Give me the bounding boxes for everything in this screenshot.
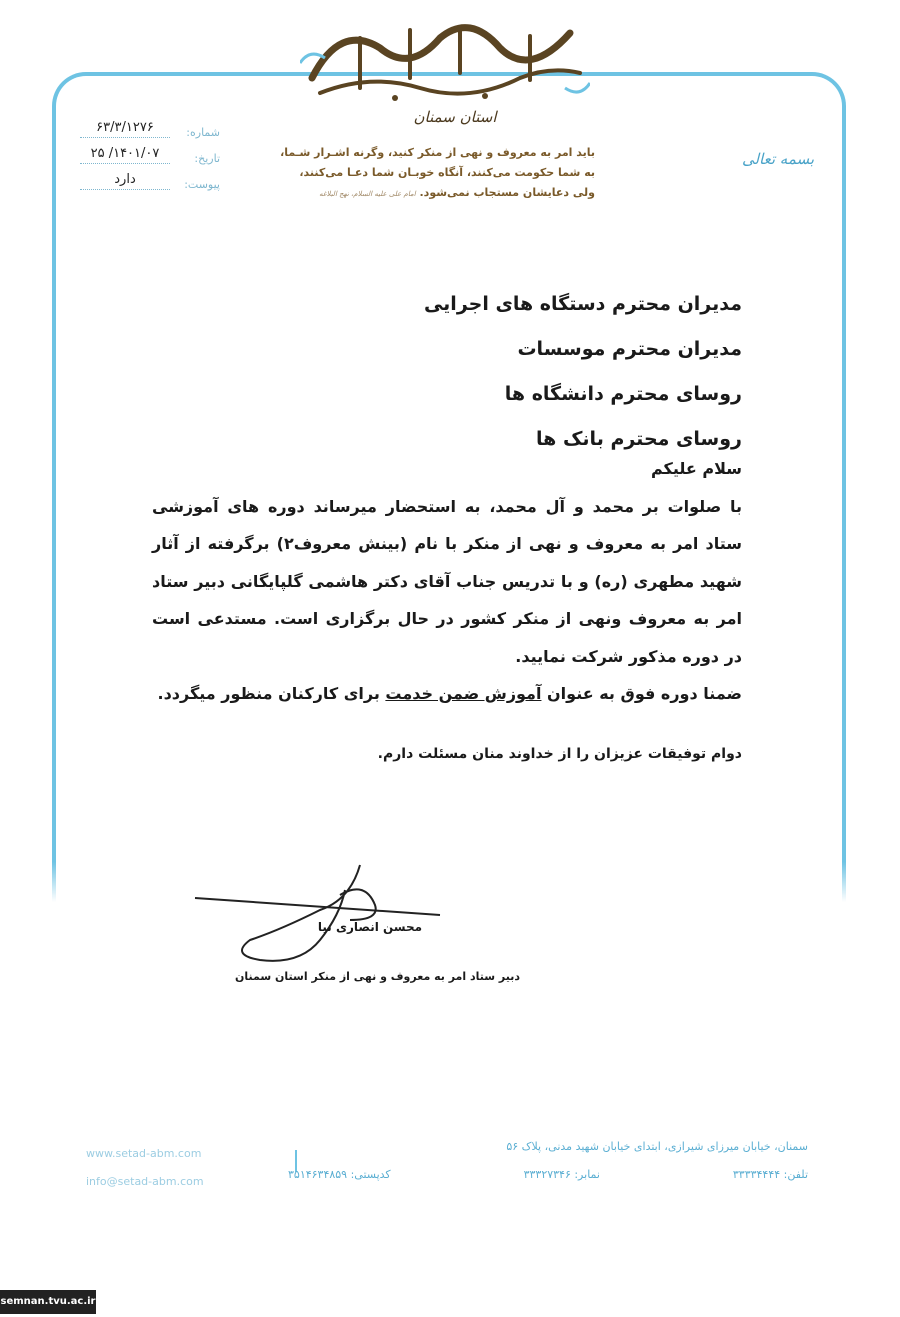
meta-attachment-row — [80, 170, 220, 196]
addressee: روسای محترم بانک ها — [536, 428, 742, 450]
logo-calligraphy — [300, 18, 590, 108]
signer-title: دبیر ستاد امر به معروف و نهی از منکر استان سمنان — [235, 970, 520, 983]
phone-number: تلفن: ۳۳۳۳۴۴۴۴ — [732, 1168, 808, 1181]
body-paragraph-2 — [152, 675, 742, 713]
quote-line-3-text: ولی دعایشان مستجاب نمی‌شود. — [419, 186, 595, 199]
email-link[interactable]: info@setad-abm.com — [86, 1175, 204, 1188]
postal-code: کدپستی: ۳۵۱۴۶۳۴۸۵۹ — [288, 1168, 391, 1181]
website-link[interactable]: www.setad-abm.com — [86, 1147, 202, 1160]
number-label: شماره: — [186, 126, 220, 139]
logo-province: استان سمنان — [413, 108, 497, 126]
handwritten-signature — [190, 860, 450, 970]
footer-address: سمنان، خیابان میرزای شیرازی، ابتدای خیابان شهید مدنی، پلاک ۵۶ — [506, 1140, 808, 1153]
quote-source: امام علی علیه السلام، نهج البلاغه — [319, 190, 416, 198]
attachment-value: دارد — [80, 172, 170, 190]
greeting: سلام علیکم — [650, 459, 742, 478]
in-service-training-term: آموزش ضمن خدمت — [385, 684, 542, 703]
date-label: تاریخ: — [194, 152, 220, 165]
date-value: ۱۴۰۱/۰۷/ ۲۵ — [80, 146, 170, 164]
footer-web — [86, 1140, 204, 1196]
fax-number: نمابر: ۳۳۳۲۷۳۴۶ — [523, 1168, 600, 1181]
body-paragraph-1: با صلوات بر محمد و آل محمد، به استحضار میرساند دوره های آموزشی ستاد امر به معروف و نهی از منکر با نام (بینش معروف۲) برگرفته از آثار شهید مطهری (ره) و با تدریس جناب آقای دکتر هاشمی گلپایگانی دبیر ستاد امر به معروف ونهی از منکر کشور در حال برگزاری است. مستدعی است در دوره مذکور شرکت نمایید. — [152, 496, 742, 666]
bismillah: بسمه تعالی — [741, 150, 815, 168]
letter-meta — [80, 118, 220, 196]
signer-name: محسن انصاری نیا — [317, 920, 423, 934]
meta-date-row — [80, 144, 220, 170]
addressee-list — [424, 282, 742, 462]
addressee: مدیران محترم موسسات — [517, 338, 742, 360]
number-value: ۶۳/۳/۱۲۷۶ — [80, 120, 170, 138]
attachment-label: پیوست: — [184, 178, 220, 191]
organization-logo — [300, 18, 590, 108]
quote-line-3 — [265, 183, 595, 204]
paragraph-2-before: ضمنا دوره فوق به عنوان — [541, 684, 742, 703]
quote-line-2: به شما حکومت می‌کنند، آنگاه خوبـان شما دعـا می‌کنند، — [299, 166, 595, 179]
meta-number-row — [80, 118, 220, 144]
letter-body — [152, 450, 742, 713]
paragraph-2-after: برای کارکنان منظور میگردد. — [157, 684, 386, 703]
addressee: روسای محترم دانشگاه ها — [504, 383, 742, 405]
source-badge: semnan.tvu.ac.ir — [0, 1290, 96, 1314]
addressee: مدیران محترم دستگاه های اجرایی — [423, 293, 742, 315]
header-quote — [265, 143, 595, 204]
closing-line: دوام توفیقات عزیزان را از خداوند منان مسئلت دارم. — [377, 746, 742, 762]
quote-line-1: باید امر به معروف و نهی از منکر کنید، وگرنه اشـرار شـما، — [280, 146, 595, 159]
footer-contacts — [288, 1168, 808, 1181]
